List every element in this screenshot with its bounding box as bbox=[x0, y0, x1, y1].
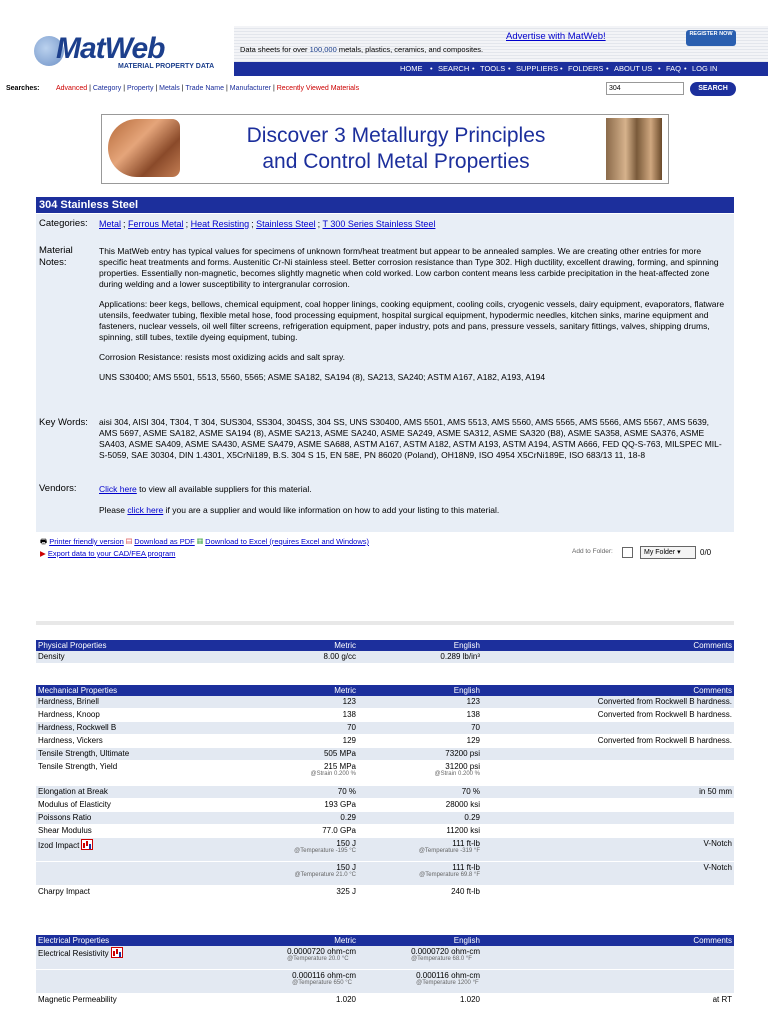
pdf-icon: ▤ bbox=[125, 537, 133, 546]
category-link[interactable]: Stainless Steel bbox=[256, 219, 316, 229]
table-row: Magnetic Permeability 1.020 1.020 at RT bbox=[36, 994, 734, 1007]
electrical-properties-table bbox=[36, 935, 734, 1007]
search-advanced[interactable]: Advanced bbox=[56, 85, 88, 92]
table-header: Mechanical Properties Metric English Comments bbox=[38, 686, 732, 695]
table-row: Modulus of Elasticity 193 GPa 28000 ksi bbox=[36, 799, 734, 812]
advertise-link[interactable]: Advertise with MatWeb! bbox=[506, 31, 606, 42]
material-title: 304 Stainless Steel bbox=[36, 197, 734, 213]
chart-icon[interactable] bbox=[81, 839, 93, 850]
banner-text: Discover 3 Metallurgy Principles and Control Metal Properties bbox=[246, 124, 546, 173]
metal-fitting-image bbox=[606, 118, 662, 180]
vendors-link[interactable]: Click here bbox=[99, 484, 137, 494]
tools-links bbox=[40, 536, 369, 558]
table-row: Elongation at Break 70 % 70 % in 50 mm bbox=[36, 786, 734, 799]
table-row: Hardness, Vickers 129 129 Converted from Rockwell B hardness. bbox=[36, 735, 734, 748]
search-category[interactable]: Category bbox=[92, 85, 122, 92]
searches-label: Searches: bbox=[6, 85, 40, 92]
search-button[interactable]: SEARCH bbox=[690, 82, 736, 96]
search-bar bbox=[0, 82, 768, 96]
separator bbox=[36, 621, 734, 625]
nav-search[interactable]: SEARCH bbox=[438, 64, 470, 73]
folder-select[interactable]: My Folder ▾ bbox=[640, 546, 696, 559]
chart-icon[interactable] bbox=[111, 947, 123, 958]
supplier-text: Please click here if you are a supplier and would like information on how to add your listing to this material. bbox=[99, 505, 500, 515]
excel-icon: ▦ bbox=[196, 537, 204, 546]
nav-tools[interactable]: TOOLS bbox=[480, 64, 506, 73]
printer-icon: 🖶 bbox=[40, 537, 48, 546]
category-link[interactable]: T 300 Series Stainless Steel bbox=[322, 219, 436, 229]
table-row: Poissons Ratio 0.29 0.29 bbox=[36, 812, 734, 825]
search-property[interactable]: Property bbox=[126, 85, 154, 92]
table-row: Hardness, Rockwell B 70 70 bbox=[36, 722, 734, 735]
table-header: Physical Properties Metric English Comments bbox=[38, 641, 732, 650]
category-link[interactable]: Metal bbox=[99, 219, 122, 229]
category-link[interactable]: Heat Resisting bbox=[190, 219, 250, 229]
folder-count: 0/0 bbox=[700, 548, 712, 557]
matweb-logo[interactable] bbox=[28, 26, 238, 78]
search-manufacturer[interactable]: Manufacturer bbox=[229, 85, 272, 92]
nav-suppliers[interactable]: SUPPLIERS bbox=[516, 64, 559, 73]
export-cad-link[interactable]: Export data to your CAD/FEA program bbox=[47, 549, 176, 558]
table-row: Tensile Strength, Yield 215 MPa @Strain 0.200 % 31200 psi @Strain 0.200 % bbox=[36, 761, 734, 786]
ad-banner[interactable] bbox=[101, 114, 669, 184]
vendors-label: Vendors: bbox=[39, 483, 77, 494]
supplier-link[interactable]: click here bbox=[127, 505, 164, 515]
table-row: Charpy Impact 325 J 240 ft-lb bbox=[36, 886, 734, 900]
material-notes-label: Material Notes: bbox=[39, 245, 73, 268]
add-to-folder-label: Add to Folder: bbox=[572, 548, 613, 555]
printer-friendly-link[interactable]: Printer friendly version bbox=[49, 537, 124, 546]
table-row: Hardness, Brinell 123 123 Converted from Rockwell B hardness. bbox=[36, 696, 734, 709]
table-row: Izod Impact 150 J @Temperature -195 °C 111 ft-lb @Temperature -319 °F V-Notch bbox=[36, 838, 734, 862]
search-trade-name[interactable]: Trade Name bbox=[185, 85, 225, 92]
categories-label: Categories: bbox=[39, 218, 88, 229]
nav-about-us[interactable]: ABOUT US bbox=[614, 64, 653, 73]
table-row: Tensile Strength, Ultimate 505 MPa 73200 psi bbox=[36, 748, 734, 761]
nav-faq[interactable]: FAQ bbox=[666, 64, 682, 73]
table-header: Electrical Properties Metric English Comments bbox=[38, 936, 732, 945]
mechanical-properties-table bbox=[36, 685, 734, 900]
table-row: Density 8.00 g/cc 0.289 lb/in³ bbox=[36, 651, 734, 664]
table-row: Shear Modulus 77.0 GPa 11200 ksi bbox=[36, 825, 734, 838]
table-row: 0.000116 ohm-cm @Temperature 650 °C 0.000116 ohm-cm @Temperature 1200 °F bbox=[36, 970, 734, 994]
physical-properties-table bbox=[36, 640, 734, 664]
cad-export-icon: ▶ bbox=[40, 549, 46, 558]
nav-login[interactable]: LOG IN bbox=[692, 64, 718, 73]
tagline: Data sheets for over 100,000 metals, plastics, ceramics, and composites. bbox=[240, 45, 484, 54]
search-options: Advanced | Category | Property | Metals | Trade Name | Manufacturer | Recently Viewed Materials bbox=[56, 85, 360, 92]
category-link[interactable]: Ferrous Metal bbox=[128, 219, 184, 229]
vendors-text: Click here to view all available suppliers for this material. bbox=[99, 484, 312, 494]
search-recently-viewed[interactable]: Recently Viewed Materials bbox=[276, 85, 360, 92]
table-row: Electrical Resistivity 0.0000720 ohm-cm @Temperature 20.0 °C 0.0000720 ohm-cm @Temperature 68.0 °F bbox=[36, 946, 734, 970]
categories-list: Metal ; Ferrous Metal ; Heat Resisting ; Stainless Steel ; T 300 Series Stainless Steel bbox=[99, 219, 436, 229]
site-header bbox=[28, 26, 740, 78]
table-row: Hardness, Knoop 138 138 Converted from Rockwell B hardness. bbox=[36, 709, 734, 722]
keywords-label: Key Words: bbox=[39, 417, 88, 428]
main-nav: HOME • SEARCH • TOOLS • SUPPLIERS • FOLDERS • ABOUT US • FAQ • LOG IN bbox=[234, 62, 768, 76]
download-excel-link[interactable]: Download to Excel (requires Excel and Windows) bbox=[205, 537, 369, 546]
register-now-button[interactable]: REGISTER NOW bbox=[686, 30, 736, 46]
logo-text: MatWeb bbox=[56, 32, 165, 65]
keywords: aisi 304, AISI 304, T304, T 304, SUS304, SS304, 304SS, 304 SS, UNS S30400, AMS 5501, AMS 5513, AMS 5560, AMS 5565, AMS 5566, AMS 5567, AMS 5639, AMS 5697, ASME SA182, ASME SA194 (8), ASME SA213, ASME SA240, ASME SA249, ASME SA312, ASME SA320 (B8), ASME SA358, ASME SA376, ASME SA403, ASME SA409, ASME SA430, ASME SA479, ASME SA688, ASTM A167, ASTM A182, ASTM A193, ASTM A194, ASTM A666, FED QQ-S-763, MILSPEC MIL-S-5059, SAE 30304, DIN 1.4301, X5CrNi189, B.S. 304 S 15, EN 58E, PN 86020 (Poland), OH18N9, ISO 4954 X5CrNi189E, ISO 683/13 11, 18-8 bbox=[99, 417, 722, 460]
nav-home[interactable]: HOME bbox=[400, 64, 423, 73]
table-row: 150 J @Temperature 21.0 °C 111 ft-lb @Temperature 69.8 °F V-Notch bbox=[36, 862, 734, 886]
logo-subtitle: MATERIAL PROPERTY DATA bbox=[118, 63, 215, 70]
copper-pipe-image bbox=[108, 119, 180, 177]
material-info bbox=[36, 214, 734, 532]
search-input[interactable]: 304 bbox=[606, 82, 684, 95]
download-pdf-link[interactable]: Download as PDF bbox=[134, 537, 195, 546]
add-to-folder-checkbox[interactable] bbox=[622, 547, 633, 558]
nav-folders[interactable]: FOLDERS bbox=[568, 64, 604, 73]
material-notes: This MatWeb entry has typical values for specimens of unknown form/heat treatment but appear to be annealed samples. We are creating other entries for more specific heat treatments and forms. Austenitic Cr-Ni stainless steel. Better corrosion resistance than Type 302. High ductility, excellent drawing, forming, and spinning properties. Essentially non-magnetic, becomes slightly magnetic when cold worked. Low carbon content means less carbide precipitation in the heat-affected zone during welding and a lower susceptibility to intergranular corrosion. Applications: beer kegs, bellows, chemical equipment, coal hopper linings, cooking equipment, cooling coils, cryogenic vessels, dairy equipment, evaporators, flatware utensils, feedwater tubing, flexible metal hose, food processing equipment, hospital surgical equipment, hypodermic needles, kitchen sinks, marine equipment and fasteners, nuclear vessels, oil well filter screens, refrigeration equipment, paper industry, pots and pans, pressure vessels, sanitary fittings, valves, shipping drums, spinning, still tubes, textile dyeing equipment, tubing. Corrosion Resistance: resists most oxidizing acids and salt spray. UNS S30400; AMS 5501, 5513, 5560, 5565; ASME SA182, SA194 (8), SA213, SA240; ASTM A167, A182, A193, A194 bbox=[99, 246, 725, 382]
search-metals[interactable]: Metals bbox=[159, 85, 180, 92]
